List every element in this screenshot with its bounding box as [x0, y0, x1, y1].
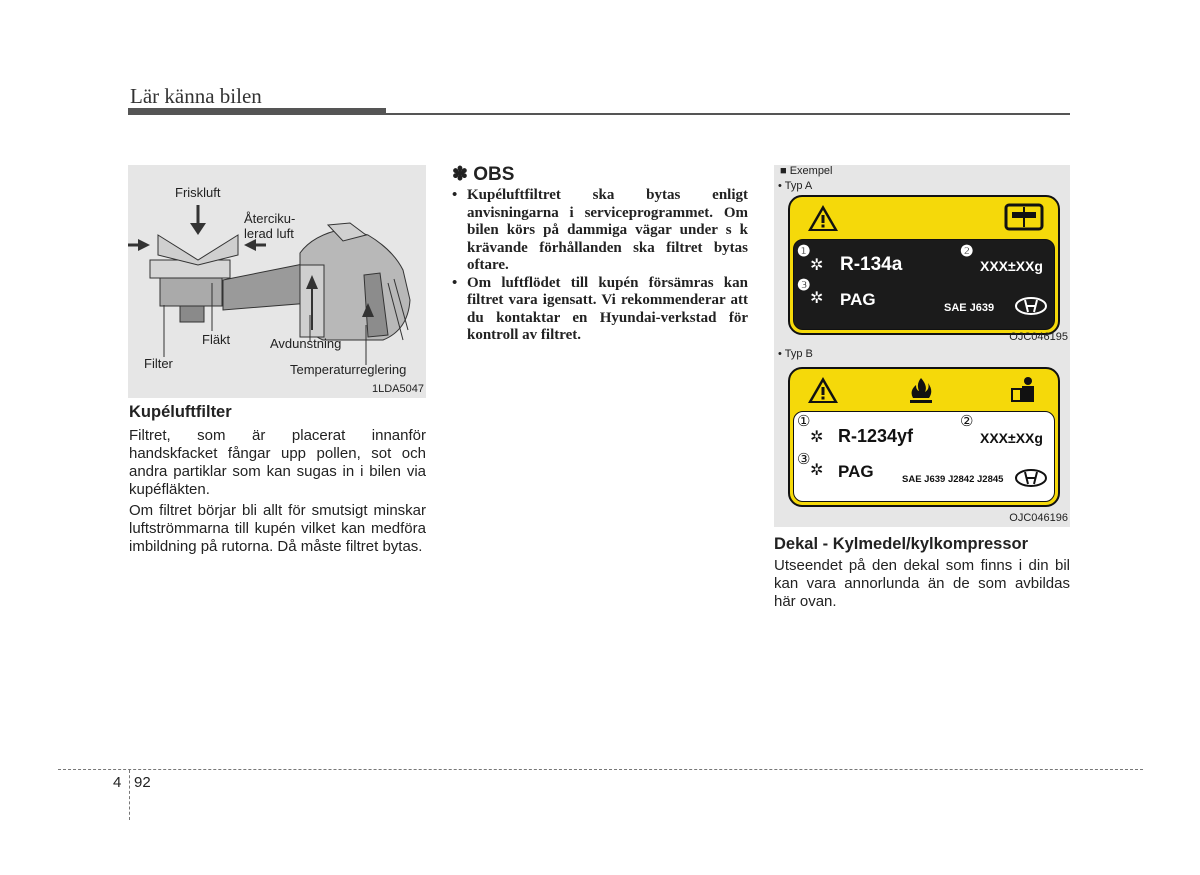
- chapter-number: 4: [113, 774, 122, 791]
- section-heading-dekal: Dekal - Kylmedel/kylkompressor: [774, 535, 1029, 553]
- warning-triangle-icon: [806, 203, 840, 233]
- label-temperaturreglering: Temperaturreglering: [290, 362, 407, 377]
- oil-can-icon: ✲: [810, 462, 824, 479]
- page-header-title: Lär känna bilen: [130, 84, 262, 108]
- cabin-filter-figure: [128, 165, 426, 398]
- header-rule-thick: [128, 108, 386, 115]
- refrigerant-icon: ✲: [810, 257, 824, 274]
- marker-1: ❶: [797, 243, 811, 260]
- label-friskluft: Friskluft: [175, 185, 221, 200]
- example-label: ■ Exempel: [780, 165, 833, 177]
- label-atercirk-line2: lerad luft: [244, 226, 294, 241]
- label-filter: Filter: [144, 356, 173, 371]
- type-b-label: • Typ B: [778, 348, 813, 360]
- service-person-icon: [1008, 375, 1040, 405]
- paragraph-filter-location: Filtret, som är placerat innanför handskfacket fångar upp pollen, sot och andra partiklar som kan sugas in i bilen via kupéfläkten.: [129, 427, 426, 498]
- label-avdunstning: Avdunstning: [270, 336, 342, 351]
- obs-list: [452, 187, 748, 345]
- decal-type-a-body: [793, 239, 1055, 330]
- marker-2: ②: [960, 413, 974, 430]
- type-a-label: • Typ A: [778, 180, 813, 192]
- hyundai-logo-icon: [1014, 468, 1048, 488]
- type-b-code: OJC046196: [1009, 512, 1068, 524]
- label-atercirk-line1: Återciku-: [244, 211, 296, 226]
- hyundai-logo-icon: [1014, 296, 1048, 316]
- paragraph-dekal: Utseendet på den dekal som finns i din bil kan vara annorlunda än de som avbildas här ovan.: [774, 557, 1070, 610]
- warning-triangle-icon: [806, 375, 840, 405]
- decal-type-b-body: [793, 411, 1055, 502]
- marker-3: ❸: [797, 277, 811, 294]
- type-a-code: OJC046195: [1009, 331, 1068, 343]
- decal-type-a: [788, 195, 1060, 335]
- refrigerant-type: R-1234yf: [838, 426, 914, 446]
- section-heading-kupeluftfilter: Kupéluftfilter: [129, 403, 232, 421]
- paragraph-filter-replace: Om filtret börjar bli allt för smutsigt minskar luftströmmarna till kupén vilket kan medföra imbildning på rutorna. Då måste filtret bytas.: [129, 502, 426, 555]
- flammable-icon: [906, 375, 936, 405]
- oil-type: PAG: [840, 290, 876, 309]
- refrigerant-icon: ✲: [810, 429, 824, 446]
- decal-type-b: [788, 367, 1060, 507]
- standard-text: SAE J639 J2842 J2845: [902, 474, 1004, 485]
- marker-3: ③: [797, 451, 811, 468]
- header-rule-thin: [386, 113, 1070, 115]
- page-number: 92: [134, 774, 151, 791]
- marker-1: ①: [797, 413, 811, 430]
- refrigerant-type: R-134a: [840, 254, 903, 275]
- refrigerant-amount: XXX±XXg: [980, 430, 1043, 446]
- label-flakt: Fläkt: [202, 332, 231, 347]
- obs-item: • Om luftflödet till kupén försämras kan filtret vara igensatt. Vi rekommenderar att du kontaktar en Hyundai-verkstad för kontroll av filtret.: [452, 274, 748, 343]
- decal-panel: [774, 165, 1070, 527]
- obs-item: • Kupéluftfiltret ska bytas enligt anvisningarna i serviceprogrammet. Om bilen körs på dammiga vägar under s k krävande förhållanden ska filtret bytas oftare.: [452, 187, 748, 273]
- figure-code: 1LDA5047: [372, 383, 424, 395]
- refrigerant-amount: XXX±XXg: [980, 258, 1043, 274]
- standard-text: SAE J639: [944, 302, 995, 314]
- manual-book-icon: [1004, 203, 1044, 231]
- obs-title: ✽ OBS: [452, 164, 515, 185]
- footer-divider: [58, 769, 1143, 770]
- oil-can-icon: ✲: [810, 290, 824, 307]
- footer-vertical-divider: [129, 770, 130, 820]
- marker-2: ❷: [960, 243, 974, 260]
- oil-type: PAG: [838, 462, 874, 481]
